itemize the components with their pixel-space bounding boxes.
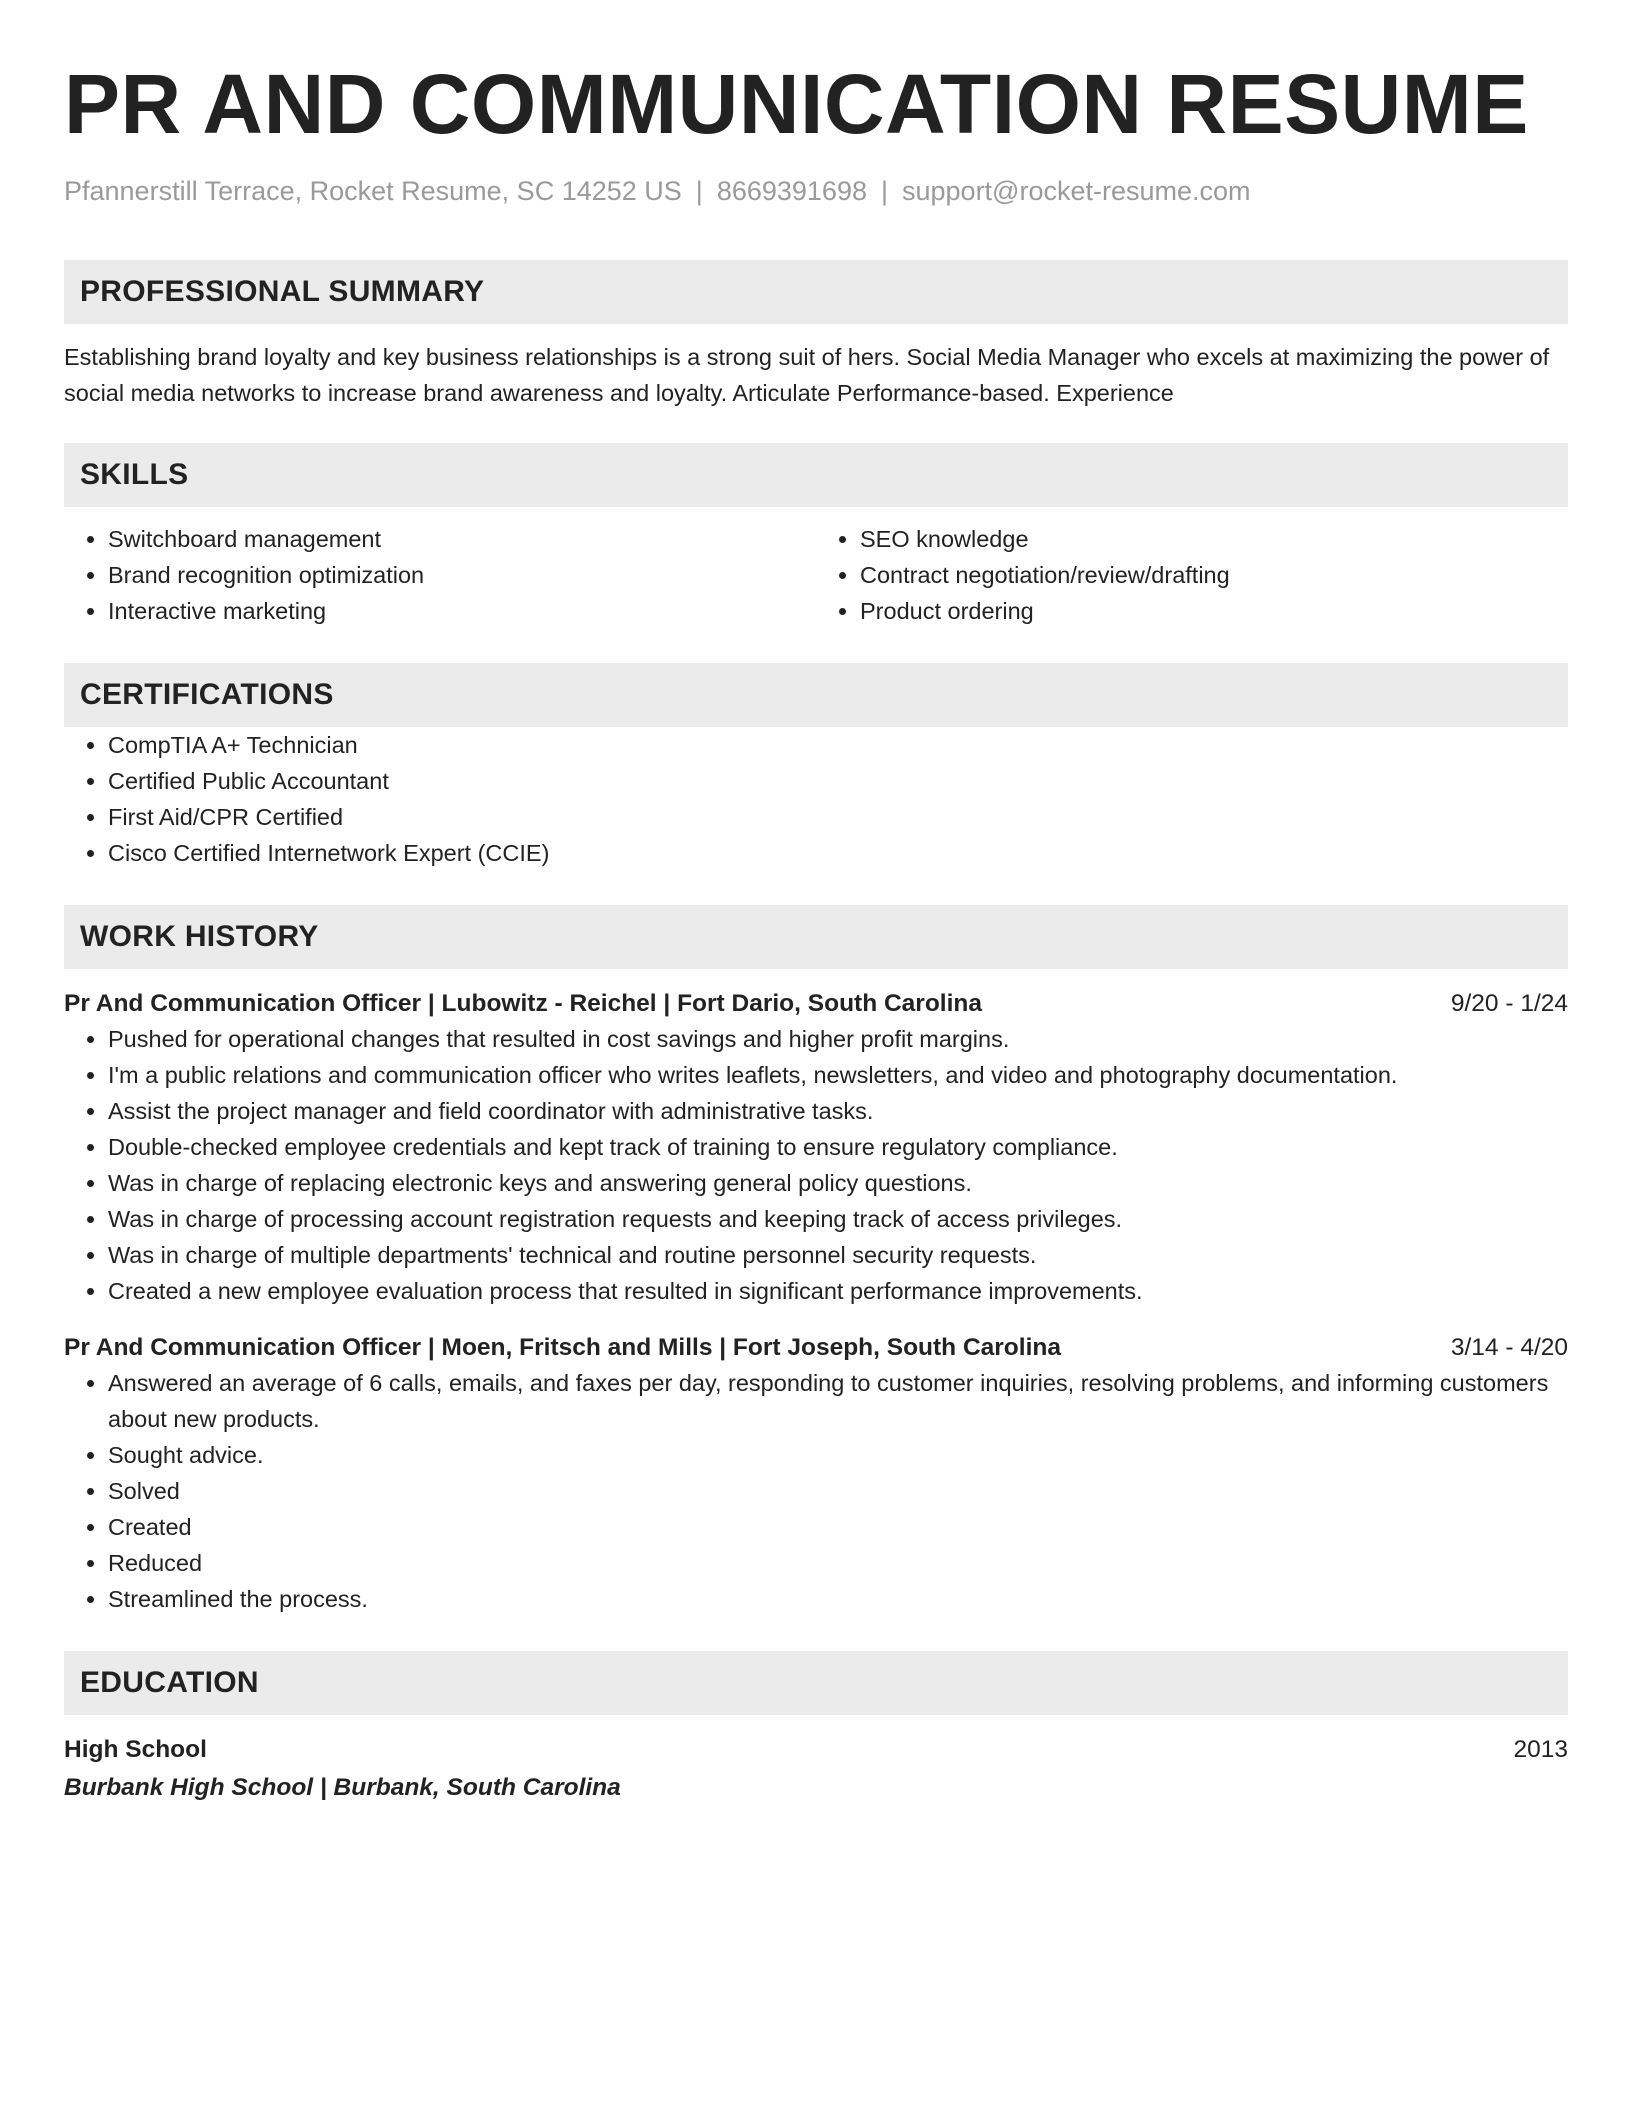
skill-item: • Switchboard management	[108, 521, 816, 557]
skill-item: • Product ordering	[860, 593, 1568, 629]
certification-item: • First Aid/CPR Certified	[108, 799, 1568, 835]
job-bullet: • Pushed for operational changes that resulted in cost savings and higher profit margins.	[108, 1021, 1568, 1057]
certification-item: • CompTIA A+ Technician	[108, 727, 1568, 763]
contact-separator: |	[695, 176, 703, 206]
job-bullet: • Sought advice.	[108, 1437, 1568, 1473]
skills-list-right	[816, 521, 1568, 629]
contact-address: Pfannerstill Terrace, Rocket Resume, SC 14252 US	[64, 176, 682, 206]
job-header	[64, 987, 1568, 1021]
section-heading-education: EDUCATION	[64, 1651, 1568, 1715]
job-bullets	[64, 1021, 1568, 1309]
job-bullet: • Was in charge of replacing electronic keys and answering general policy questions.	[108, 1165, 1568, 1201]
job-bullet: • Streamlined the process.	[108, 1581, 1568, 1617]
contact-separator: |	[880, 176, 888, 206]
skill-item: • Brand recognition optimization	[108, 557, 816, 593]
job-bullet: • Was in charge of processing account registration requests and keeping track of access privileges.	[108, 1201, 1568, 1237]
contact-phone: 8669391698	[716, 176, 867, 206]
skill-item: • SEO knowledge	[860, 521, 1568, 557]
skill-item: • Contract negotiation/review/drafting	[860, 557, 1568, 593]
education-school: Burbank High School | Burbank, South Carolina	[64, 1774, 621, 1801]
summary-text: Establishing brand loyalty and key business relationships is a strong suit of hers. Social Media Manager who excels at maximizing the power of social media networks to increase brand awareness and loyalty. Articulate Performance-based. Experience	[64, 344, 1550, 406]
job-bullets	[64, 1365, 1568, 1617]
job-dates: 9/20 - 1/24	[1450, 990, 1568, 1017]
section-heading-summary: PROFESSIONAL SUMMARY	[64, 260, 1568, 324]
job-bullet: • Reduced	[108, 1545, 1568, 1581]
job-bullet: • Answered an average of 6 calls, emails, and faxes per day, responding to customer inquiries, resolving problems, and informing customers about new products.	[108, 1365, 1568, 1437]
skill-item: • Interactive marketing	[108, 593, 816, 629]
section-heading-skills: SKILLS	[64, 443, 1568, 507]
job-header	[64, 1331, 1568, 1365]
job-title: Pr And Communication Officer | Lubowitz - Reichel | Fort Dario, South Carolina	[64, 990, 982, 1017]
education-header	[64, 1733, 1568, 1767]
job-dates: 3/14 - 4/20	[1450, 1334, 1568, 1361]
education-year: 2013	[1513, 1736, 1568, 1763]
certification-item: • Certified Public Accountant	[108, 763, 1568, 799]
education-degree: High School	[64, 1736, 207, 1763]
job-title: Pr And Communication Officer | Moen, Fritsch and Mills | Fort Joseph, South Carolina	[64, 1334, 1061, 1361]
contact-email: support@rocket-resume.com	[902, 176, 1251, 206]
section-heading-certifications: CERTIFICATIONS	[64, 663, 1568, 727]
job-bullet: • Double-checked employee credentials and kept track of training to ensure regulatory compliance.	[108, 1129, 1568, 1165]
job-bullet: • Assist the project manager and field coordinator with administrative tasks.	[108, 1093, 1568, 1129]
section-heading-work-history: WORK HISTORY	[64, 905, 1568, 969]
job-bullet: • I'm a public relations and communication officer who writes leaflets, newsletters, and video and photography documentation.	[108, 1057, 1568, 1093]
certification-item: • Cisco Certified Internetwork Expert (CCIE)	[108, 835, 1568, 871]
job-bullet: • Created	[108, 1509, 1568, 1545]
resume-title: PR AND COMMUNICATION RESUME	[64, 57, 1529, 151]
skills-column-right	[816, 521, 1568, 629]
skills-grid	[64, 521, 1568, 629]
job-bullet: • Solved	[108, 1473, 1568, 1509]
skills-list-left	[64, 521, 816, 629]
job-bullet: • Was in charge of multiple departments' technical and routine personnel security requests.	[108, 1237, 1568, 1273]
contact-line	[64, 174, 1568, 208]
certifications-list	[64, 727, 1568, 871]
job-bullet: • Created a new employee evaluation process that resulted in significant performance improvements.	[108, 1273, 1568, 1309]
skills-column-left	[64, 521, 816, 629]
